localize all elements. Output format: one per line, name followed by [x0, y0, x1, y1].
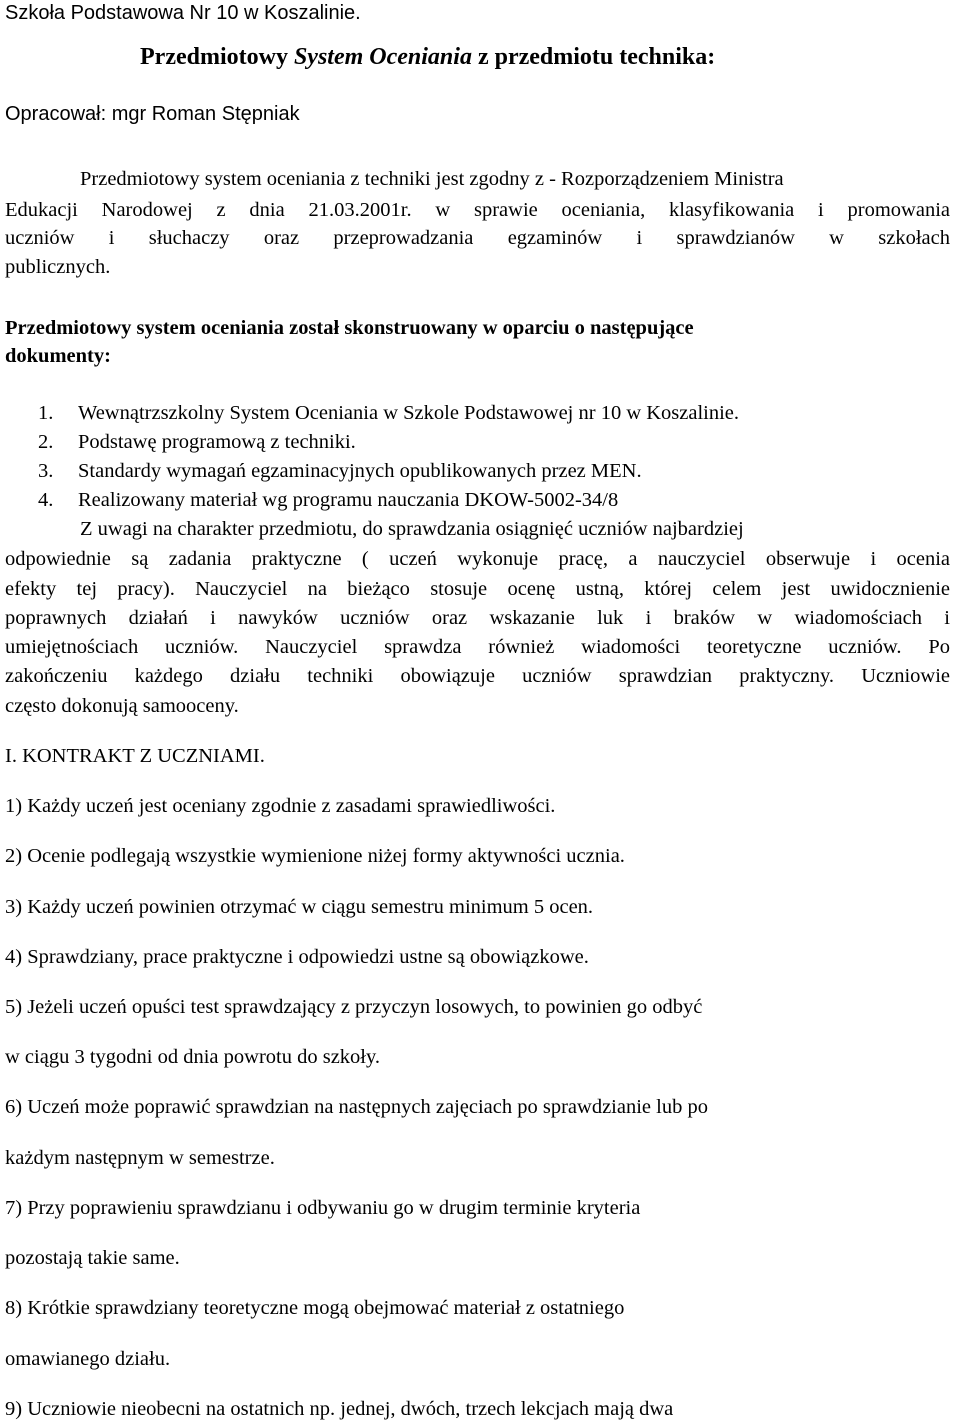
- rule-4: 4) Sprawdziany, prace praktyczne i odpowiedzi ustne są obowiązkowe.: [5, 946, 589, 968]
- list-item-number: 2.: [38, 431, 54, 453]
- rule-6: 6) Uczeń może poprawić sprawdzian na następnych zajęciach po sprawdzianie lub po: [5, 1096, 708, 1118]
- list-item: [38, 460, 642, 484]
- intro-line-2: Edukacji Narodowej z dnia 21.03.2001r. w sprawie oceniania, klasyfikowania i promowania: [5, 199, 950, 221]
- list-item-number: 4.: [38, 489, 54, 511]
- list-item-number: 1.: [38, 402, 54, 424]
- list-item-text: Podstawę programową z techniki.: [78, 431, 356, 453]
- title-italic: System Oceniania: [293, 44, 472, 70]
- intro-line-3: uczniów i słuchaczy oraz przeprowadzania egzaminów i sprawdzianów w szkołach: [5, 227, 950, 249]
- rule-5: 5) Jeżeli uczeń opuści test sprawdzający z przyczyn losowych, to powinien go odbyć: [5, 996, 703, 1018]
- title-prefix: Przedmiotowy: [140, 44, 294, 70]
- contract-heading: I. KONTRAKT Z UCZNIAMI.: [5, 745, 265, 767]
- rule-1: 1) Każdy uczeń jest oceniany zgodnie z zasadami sprawiedliwości.: [5, 795, 556, 817]
- paragraph-line-5: umiejętnościach uczniów. Nauczyciel sprawdza również wiadomości teoretyczne uczniów. Po: [5, 636, 950, 658]
- paragraph-line-3: efekty tej pracy). Nauczyciel na bieżąco stosuje ocenę ustną, której celem jest uwidocznienie: [5, 578, 950, 600]
- rule-7: 7) Przy poprawieniu sprawdzianu i odbywaniu go w drugim terminie kryteria: [5, 1197, 641, 1219]
- title-suffix: z przedmiotu technika:: [471, 44, 716, 70]
- paragraph-line-2: odpowiednie są zadania praktyczne ( uczeń wykonuje pracę, a nauczyciel obserwuje i ocenia: [5, 548, 950, 570]
- basis-heading-1: Przedmiotowy system oceniania został skonstruowany w oparciu o następujące: [5, 317, 694, 339]
- rule-2: 2) Ocenie podlegają wszystkie wymienione niżej formy aktywności ucznia.: [5, 845, 625, 867]
- list-item: [38, 489, 618, 513]
- intro-line-4: publicznych.: [5, 256, 111, 278]
- document-title: [140, 44, 715, 72]
- intro-line-1: Przedmiotowy system oceniania z techniki jest zgodny z - Rozporządzeniem Ministra: [80, 168, 784, 190]
- rule-8: 8) Krótkie sprawdziany teoretyczne mogą obejmować materiał z ostatniego: [5, 1297, 625, 1319]
- paragraph-line-7: często dokonują samooceny.: [5, 695, 239, 717]
- list-item-text: Realizowany materiał wg programu nauczania DKOW-5002-34/8: [78, 489, 619, 511]
- school-name: Szkoła Podstawowa Nr 10 w Koszalinie.: [5, 2, 361, 24]
- paragraph-line-1: Z uwagi na charakter przedmiotu, do sprawdzania osiągnięć uczniów najbardziej: [80, 518, 744, 540]
- basis-heading-2: dokumenty:: [5, 345, 111, 367]
- list-item-number: 3.: [38, 460, 54, 482]
- rule-3: 3) Każdy uczeń powinien otrzymać w ciągu semestru minimum 5 ocen.: [5, 896, 594, 918]
- rule-6-cont: każdym następnym w semestrze.: [5, 1147, 275, 1169]
- rule-8-cont: omawianego działu.: [5, 1348, 171, 1370]
- paragraph-line-4: poprawnych działań i nawyków uczniów oraz wskazanie luk i braków w wiadomościach i: [5, 607, 950, 629]
- paragraph-line-6: zakończeniu każdego działu techniki obowiązuje uczniów sprawdzian praktyczny. Uczniowie: [5, 665, 950, 687]
- rule-7-cont: pozostają takie same.: [5, 1247, 180, 1269]
- list-item-text: Standardy wymagań egzaminacyjnych opublikowanych przez MEN.: [78, 460, 642, 482]
- list-item: [38, 402, 739, 426]
- rule-9: 9) Uczniowie nieobecni na ostatnich np. jednej, dwóch, trzech lekcjach mają dwa: [5, 1398, 674, 1420]
- rule-5-cont: w ciągu 3 tygodni od dnia powrotu do szkoły.: [5, 1046, 381, 1068]
- author-line: Opracował: mgr Roman Stępniak: [5, 103, 300, 125]
- list-item: [38, 431, 356, 455]
- list-item-text: Wewnątrzszkolny System Oceniania w Szkole Podstawowej nr 10 w Koszalinie.: [78, 402, 740, 424]
